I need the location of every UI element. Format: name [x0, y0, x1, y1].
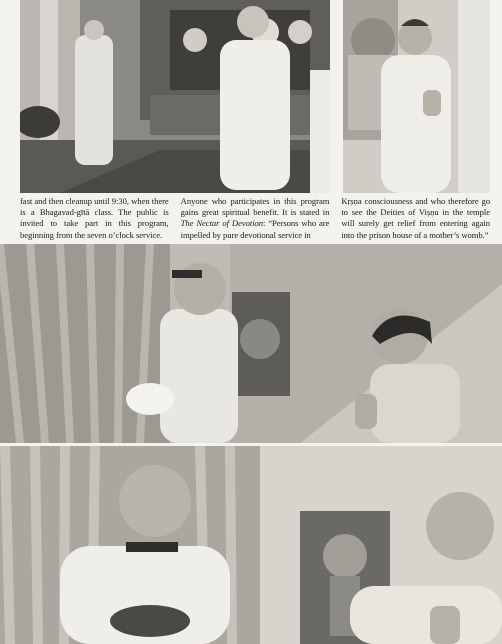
text-column-2-paragraph [181, 196, 330, 241]
devotees-with-conch-photo [0, 244, 502, 443]
text-column-2-part-a: Anyone who participates in this program gains great spiritual benefit. It is stated in [180, 196, 330, 218]
temple-room-photo [20, 0, 330, 193]
text-column-1 [20, 196, 169, 242]
text-column-2 [181, 196, 330, 242]
article-text [20, 196, 490, 242]
book-title: The Nectar of Devotion [180, 218, 264, 229]
devotees-chanting-photo [0, 446, 502, 644]
devotee-praying-photo [343, 0, 490, 193]
text-column-2-part-b: : “Persons who are impelled by pure devotional service in [180, 218, 330, 240]
text-column-3-paragraph: Kṛṣṇa consciousness and who therefore go to see the Deities of Viṣṇu in the temple will surely get relief from entering again into the prison house of a mother’s womb.” [341, 196, 491, 240]
text-column-3 [341, 196, 490, 242]
text-column-1-paragraph: fast and then cleanup until 9:30, when there is a Bhagavad-gītā class. The public is invited to take part in this program, beginning from the seven o’clock service. [20, 196, 169, 240]
